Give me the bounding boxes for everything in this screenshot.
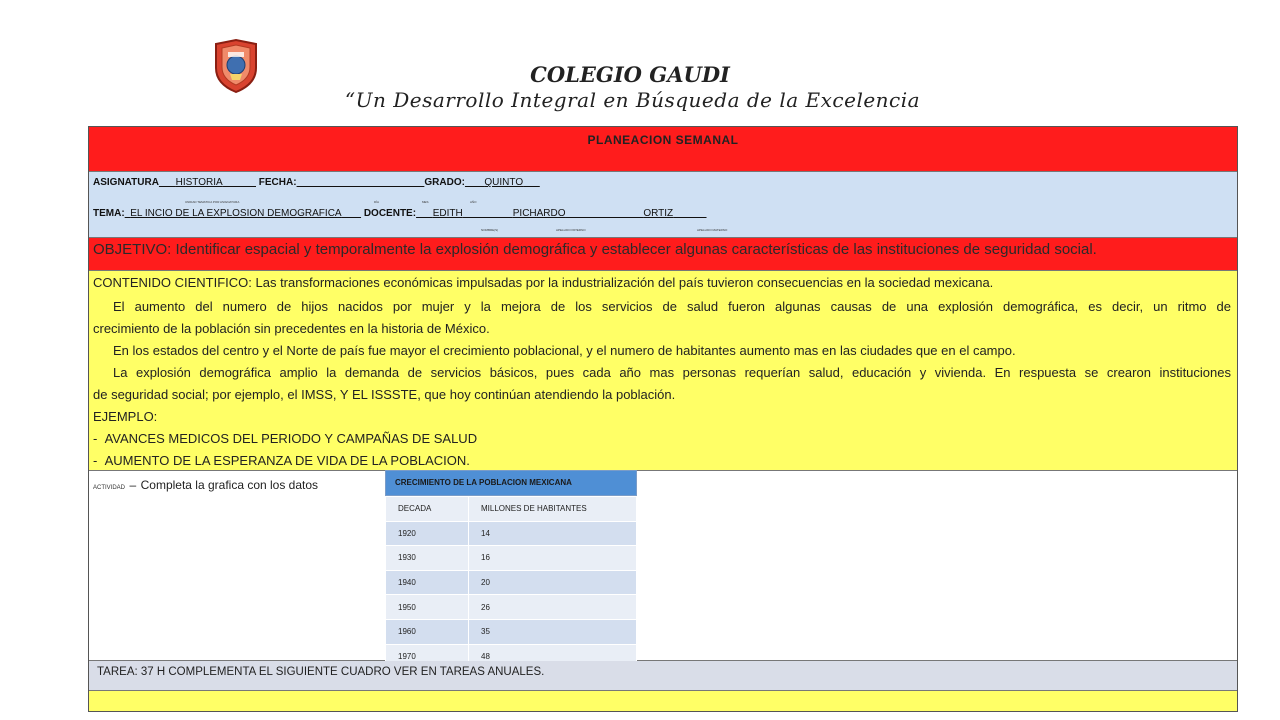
plan-title-row bbox=[89, 127, 1237, 172]
content-paragraph-1: CONTENIDO CIENTIFICO: Las transformaciones económicas impulsadas por la industrialización del país tuvieron consecuencias en la sociedad mexicana. bbox=[93, 275, 994, 290]
docente-paterno: PICHARDO bbox=[512, 208, 566, 219]
example-item-1-text: AVANCES MEDICOS DEL PERIODO Y CAMPAÑAS DE SALUD bbox=[104, 431, 478, 446]
materno-caption: APELLIDO MATERNO bbox=[697, 228, 728, 232]
example-item-2-text: AUMENTO DE LA ESPERANZA DE VIDA DE LA POBLACION. bbox=[104, 453, 470, 468]
docente-label: DOCENTE: bbox=[363, 208, 417, 219]
activity-text: Completa la grafica con los datos bbox=[140, 478, 319, 492]
table-row bbox=[386, 546, 637, 571]
docente-materno: ORTIZ bbox=[643, 208, 674, 219]
objective-row bbox=[89, 238, 1237, 271]
asignatura-field bbox=[159, 177, 256, 188]
content-paragraph-3: En los estados del centro y el Norte de país fue mayor el crecimiento poblacional, y el numero de habitantes aumento mas en las ciudades que en el campo. bbox=[113, 343, 1016, 358]
table-row bbox=[386, 619, 637, 644]
example-item-2: - AUMENTO DE LA ESPERANZA DE VIDA DE LA POBLACION. bbox=[93, 453, 470, 468]
docente-field bbox=[416, 208, 706, 219]
fecha-field bbox=[297, 177, 425, 188]
asignatura-value: HISTORIA bbox=[175, 177, 223, 188]
school-motto: “Un Desarrollo Integral en Búsqueda de la Excelencia bbox=[344, 88, 921, 112]
content-paragraph-2a: El aumento del numero de hijos nacidos por mujer y la mejora de los servicios de salud fueron algunas causas de una explosión demográfica, es decir, un ritmo de bbox=[113, 299, 1231, 314]
decade-cell: 1950 bbox=[386, 595, 469, 620]
population-table bbox=[385, 470, 637, 669]
tema-field bbox=[125, 208, 361, 219]
activity-dash: – bbox=[129, 478, 137, 492]
activity-row bbox=[89, 471, 1237, 661]
table-header-row bbox=[386, 497, 637, 522]
value-cell: 14 bbox=[469, 521, 637, 546]
population-table-title: CRECIMIENTO DE LA POBLACION MEXICANA bbox=[385, 470, 637, 496]
grado-value: QUINTO bbox=[484, 177, 524, 188]
content-paragraph-4a: La explosión demográfica amplio la demanda de servicios básicos, pues cada año mas personas requerían salud, educación y vivienda. En respuesta se crearon instituciones bbox=[113, 365, 1231, 380]
asignatura-caption: UNIDAD TEMATICA POR ASIGNATURA bbox=[185, 200, 240, 204]
value-cell: 20 bbox=[469, 570, 637, 595]
asignatura-label: ASIGNATURA bbox=[93, 177, 159, 188]
content-paragraph-2b: crecimiento de la población sin precedentes en la historia de México. bbox=[93, 321, 490, 336]
content-row bbox=[89, 271, 1237, 471]
anio-caption: AÑO bbox=[470, 200, 477, 204]
homework-row bbox=[89, 661, 1237, 691]
plan-title: PLANEACION SEMANAL bbox=[587, 133, 739, 147]
example-item-1: - AVANCES MEDICOS DEL PERIODO Y CAMPAÑAS DE SALUD bbox=[93, 431, 478, 446]
decade-cell: 1940 bbox=[386, 570, 469, 595]
activity-tag: ACTIVIDAD bbox=[93, 485, 126, 491]
header-millones: MILLONES DE HABITANTES bbox=[469, 497, 637, 522]
docente-nombre: EDITH bbox=[432, 208, 463, 219]
value-cell: 16 bbox=[469, 546, 637, 571]
header-decada: DECADA bbox=[386, 497, 469, 522]
plan-info-row bbox=[89, 172, 1237, 238]
tema-line bbox=[93, 208, 707, 219]
tema-label: TEMA: bbox=[93, 208, 125, 219]
grado-label: GRADO: bbox=[424, 177, 465, 188]
example-heading: EJEMPLO: bbox=[93, 409, 158, 424]
paterno-caption: APELLIDO PATERNO bbox=[556, 228, 586, 232]
table-row bbox=[386, 521, 637, 546]
decade-cell: 1920 bbox=[386, 521, 469, 546]
activity-label bbox=[93, 476, 318, 494]
homework-text: TAREA: 37 H COMPLEMENTA EL SIGUIENTE CUADRO VER EN TAREAS ANUALES. bbox=[97, 666, 545, 678]
value-cell: 26 bbox=[469, 595, 637, 620]
objective-text: OBJETIVO: Identificar espacial y temporalmente la explosión demográfica y establecer algunas características de las instituciones de seguridad social. bbox=[93, 241, 1097, 258]
value-cell: 35 bbox=[469, 619, 637, 644]
fecha-label: FECHA: bbox=[258, 177, 297, 188]
school-name: COLEGIO GAUDI bbox=[530, 62, 730, 87]
tema-value: EL INCIO DE LA EXPLOSION DEMOGRAFICA bbox=[130, 208, 342, 219]
content-paragraph-4b: de seguridad social; por ejemplo, el IMSS, Y EL ISSSTE, que hoy continúan atendiendo la población. bbox=[93, 387, 676, 402]
subject-line bbox=[93, 177, 540, 188]
weekly-plan-sheet bbox=[88, 126, 1238, 712]
table-row bbox=[386, 570, 637, 595]
dia-caption: DÍA bbox=[374, 200, 380, 204]
decade-cell: 1960 bbox=[386, 619, 469, 644]
decade-cell: 1930 bbox=[386, 546, 469, 571]
value-cell: 48 bbox=[469, 644, 637, 669]
nombre-caption: NOMBRE(S) bbox=[481, 228, 499, 232]
table-row bbox=[386, 595, 637, 620]
mes-caption: MES bbox=[422, 200, 429, 204]
footer-row bbox=[89, 691, 1237, 711]
decade-cell: 1970 bbox=[386, 644, 469, 669]
grado-field bbox=[465, 177, 540, 188]
